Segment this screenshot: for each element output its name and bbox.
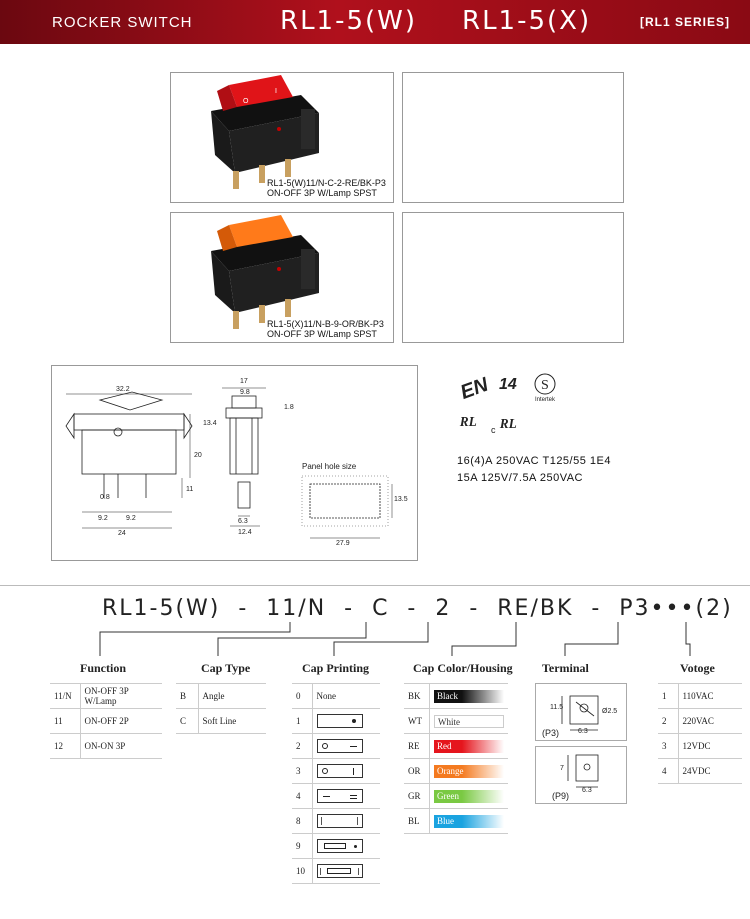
dim-body-h: 20	[194, 452, 202, 459]
intertek-label: Intertek	[535, 397, 556, 403]
cap-printing-row: 4	[292, 784, 380, 809]
box-dot-icon	[317, 839, 363, 853]
part-number-code: RL1-5(W) - 11/N - C - 2 - RE/BK - P3•••(2)	[102, 596, 733, 621]
page-header	[0, 0, 750, 44]
cap-type-row: C Soft Line	[176, 709, 266, 734]
product-part-2: RL1-5(X)11/N-B-9-OR/BK-P3	[267, 319, 384, 329]
terminal-p3-box	[535, 683, 627, 741]
section-divider	[0, 585, 750, 586]
dim-pitch-2: 9.2	[126, 515, 136, 522]
function-title: Function	[80, 661, 127, 675]
dot-icon	[317, 714, 363, 728]
svg-text:EN: EN	[457, 373, 492, 404]
dim-terminal-w: 6.3	[238, 518, 248, 525]
cap-color-row: WT White	[404, 709, 508, 734]
dim-pitch-1: 9.2	[98, 515, 108, 522]
dimension-drawing-lines	[52, 366, 419, 562]
dimension-drawing	[51, 365, 418, 561]
o-i-icon	[317, 764, 363, 778]
cap-color-row: BL Blue	[404, 809, 508, 834]
dim-width: 32.2	[116, 386, 130, 393]
cap-printing-row: 0 None	[292, 684, 380, 709]
cap-type-title: Cap Type	[201, 661, 251, 675]
dim-hole-w: 27.9	[336, 540, 350, 547]
cap-printing-title: Cap Printing	[302, 661, 370, 675]
product-desc-1: ON-OFF 3P W/Lamp SPST	[267, 188, 377, 198]
dim-terminal-h: 11	[186, 486, 194, 493]
svg-text:I: I	[275, 88, 277, 95]
voltage-table	[658, 683, 742, 784]
cap-color-row: GR Green	[404, 784, 508, 809]
cap-color-row: BK Black	[404, 684, 508, 709]
p3-width: 6.3	[578, 728, 588, 735]
header-series: [RL1 SERIES]	[639, 15, 730, 29]
header-model-w: RL1-5(W)	[280, 6, 418, 36]
dim-cap: 9.8	[240, 389, 250, 396]
product-caption-2	[267, 319, 384, 339]
cap-printing-row: 10	[292, 859, 380, 884]
dim-front-base: 12.4	[238, 529, 252, 536]
cap-type-row: B Angle	[176, 684, 266, 709]
dim-base-w: 24	[118, 530, 126, 537]
svg-text:S: S	[541, 378, 549, 393]
ul-c-mark: c	[491, 425, 496, 435]
product-photo-box-1	[170, 72, 394, 203]
cap-printing-row: 3	[292, 759, 380, 784]
cap-printing-row: 2	[292, 734, 380, 759]
cap-printing-table	[292, 683, 380, 884]
empty-box-2	[402, 212, 624, 343]
dash-eq-icon	[317, 789, 363, 803]
dim-front-top: 17	[240, 378, 248, 385]
voltage-title: Votoge	[680, 661, 715, 675]
green-swatch: Green	[434, 790, 504, 803]
cap-printing-row: 8	[292, 809, 380, 834]
on-off-text-icon	[317, 814, 363, 828]
box-text-icon	[317, 864, 363, 878]
product-desc-2: ON-OFF 3P W/Lamp SPST	[267, 329, 377, 339]
function-row: 11/N ON-OFF 3P W/Lamp	[50, 684, 162, 709]
svg-text:ᴿᴸ: ᴿᴸ	[499, 414, 517, 439]
certifications	[457, 370, 567, 445]
voltage-row: 3 12VDC	[658, 734, 742, 759]
header-title: ROCKER SWITCH	[52, 14, 193, 31]
voltage-row: 4 24VDC	[658, 759, 742, 784]
function-table	[50, 683, 162, 759]
empty-box-1	[402, 72, 624, 203]
cap-color-title: Cap Color/Housing	[413, 661, 513, 675]
p9-label: (P9)	[552, 791, 570, 801]
blue-swatch: Blue	[434, 815, 504, 828]
orange-swatch: Orange	[434, 765, 504, 778]
p3-label: (P3)	[542, 728, 560, 738]
svg-text:O: O	[243, 98, 249, 105]
cap-color-table	[404, 683, 508, 834]
dim-flange: 13.4	[203, 420, 217, 427]
function-row: 12 ON-ON 3P	[50, 734, 162, 759]
part-number-leaders	[0, 620, 750, 665]
terminal-title: Terminal	[542, 661, 589, 675]
terminal-p9-drawing	[536, 747, 628, 805]
voltage-row: 2 220VAC	[658, 709, 742, 734]
function-row: 11 ON-OFF 2P	[50, 709, 162, 734]
header-model-x: RL1-5(X)	[462, 6, 592, 36]
panel-hole-label: Panel hole size	[302, 462, 357, 471]
white-swatch: White	[434, 715, 504, 728]
dim-hole-h: 13.5	[394, 496, 408, 503]
o-dash-icon	[317, 739, 363, 753]
terminal-p9-box	[535, 746, 627, 804]
rating-line-2: 15A 125V/7.5A 250VAC	[457, 472, 583, 484]
cap-printing-row: 1	[292, 709, 380, 734]
voltage-row: 1 110VAC	[658, 684, 742, 709]
cap-printing-row: 9	[292, 834, 380, 859]
product-caption-1	[267, 178, 386, 198]
p3-height: 11.5	[550, 704, 564, 711]
svg-text:ᴿᴸ: ᴿᴸ	[459, 412, 477, 437]
p3-hole: Ø2.5	[602, 708, 618, 715]
rating-line-1: 16(4)A 250VAC T125/55 1E4	[457, 455, 611, 467]
black-swatch: Black	[434, 690, 504, 703]
cap-type-table	[176, 683, 266, 734]
dim-terminal-thk: 0.8	[100, 494, 110, 501]
cap-color-row: OR Orange	[404, 759, 508, 784]
product-part-1: RL1-5(W)11/N-C-2-RE/BK-P3	[267, 178, 386, 188]
red-swatch: Red	[434, 740, 504, 753]
enec-number: 14	[499, 376, 517, 393]
p9-width: 6.3	[582, 787, 592, 794]
p9-height: 7	[560, 765, 564, 772]
product-photo-box-2	[170, 212, 394, 343]
cap-color-row: RE Red	[404, 734, 508, 759]
dim-cap-h: 1.8	[284, 404, 294, 411]
